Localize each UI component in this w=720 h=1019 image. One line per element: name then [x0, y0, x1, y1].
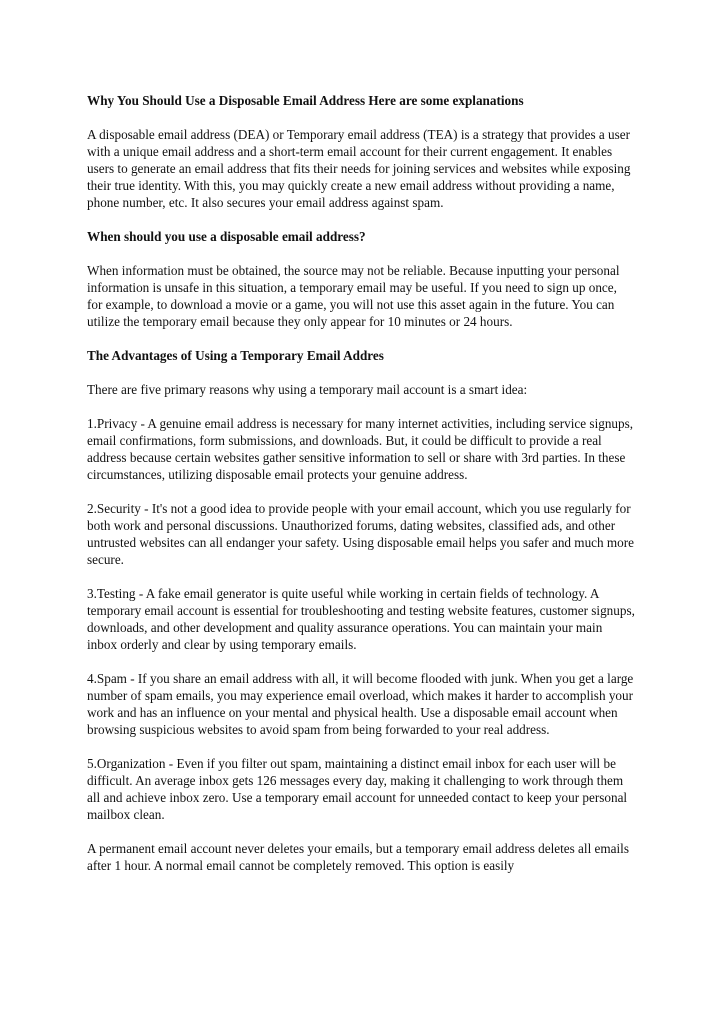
heading-why-disposable: Why You Should Use a Disposable Email Address Here are some explanations [87, 93, 524, 108]
paragraph-testing: 3.Testing - A fake email generator is quite useful while working in certain fields of technology. A temporary email account is essential for troubleshooting and testing website features, customer signups, downloads, and other development and quality assurance operations. You can maintain your main inbox orderly and clear by using temporary emails. [87, 586, 635, 652]
paragraph-organization: 5.Organization - Even if you filter out spam, maintaining a distinct email inbox for each user will be difficult. An average inbox gets 126 messages every day, making it challenging to work through them all and achieve inbox zero. Use a temporary email account for unneeded contact to keep your personal mailbox clean. [87, 756, 628, 822]
paragraph-intro: A disposable email address (DEA) or Temporary email address (TEA) is a strategy that provides a user with a unique email address and a short-term email account for their current engagement. It enables users to generate an email address that fits their needs for joining services and websites while exposing their true identity. With this, you may quickly create a new email address without providing a name, phone number, etc. It also secures your email address against spam. [87, 127, 631, 210]
paragraph-when: When information must be obtained, the source may not be reliable. Because inputting your personal information is unsafe in this situation, a temporary email may be useful. If you need to sign up once, for example, to download a movie or a game, you will not use this asset again in the future. You can utilize the temporary email because they only appear for 10 minutes or 24 hours. [87, 263, 620, 329]
paragraph-security: 2.Security - It's not a good idea to provide people with your email account, which you use regularly for both work and personal discussions. Unauthorized forums, dating websites, classified ads, and other untrusted websites can all endanger your safety. Using disposable email helps you safer and much more secure. [87, 501, 635, 567]
paragraph-privacy: 1.Privacy - A genuine email address is necessary for many internet activities, including service signups, email confirmations, form submissions, and downloads. But, it could be difficult to provide a real address because certain websites gather sensitive information to sell or share with 3rd parties. In these circumstances, utilizing disposable email protects your genuine address. [87, 416, 634, 482]
paragraph-spam: 4.Spam - If you share an email address with all, it will become flooded with junk. When you get a large number of spam emails, you may experience email overload, which makes it harder to accomplish your work and has an influence on your mental and physical health. Use a disposable email account when browsing suspicious websites to avoid spam from being forwarded to your real address. [87, 671, 634, 737]
heading-advantages: The Advantages of Using a Temporary Email Addres [87, 348, 384, 363]
document-page [87, 92, 635, 891]
paragraph-final: A permanent email account never deletes your emails, but a temporary email address deletes all emails after 1 hour. A normal email cannot be completely removed. This option is easily [87, 841, 629, 873]
paragraph-five-reasons: There are five primary reasons why using a temporary mail account is a smart idea: [87, 382, 528, 397]
heading-when-to-use: When should you use a disposable email address? [87, 229, 366, 244]
